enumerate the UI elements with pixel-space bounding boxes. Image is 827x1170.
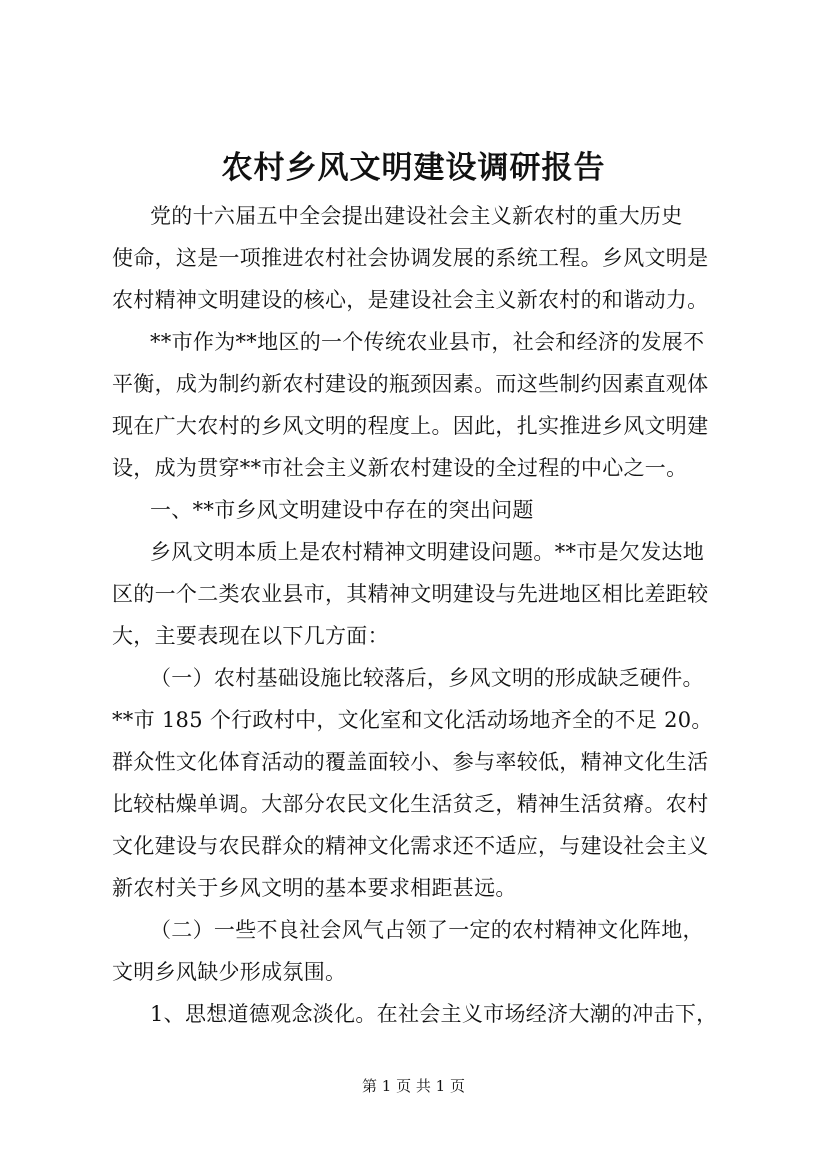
body-line: **市 185 个行政村中，文化室和文化活动场地齐全的不足 20。 [112, 708, 713, 732]
subsection-heading: （一）农村基础设施比较落后，乡风文明的形成缺乏硬件。 [150, 666, 704, 690]
body-line: 区的一个二类农业县市，其精神文明建设与先进地区相比差距较 [112, 582, 709, 606]
body-line: 文明乡风缺少形成氛围。 [112, 960, 347, 984]
subsection-heading: （二）一些不良社会风气占领了一定的农村精神文化阵地， [150, 918, 704, 942]
body-line: 乡风文明本质上是农村精神文明建设问题。**市是欠发达地 [150, 540, 705, 564]
body-line: 使命，这是一项推进农村社会协调发展的系统工程。乡风文明是 [112, 246, 709, 270]
body-line: 设，成为贯穿**市社会主义新农村建设的全过程的中心之一。 [112, 456, 688, 480]
document-title: 农村乡风文明建设调研报告 [221, 150, 606, 186]
body-line: 党的十六届五中全会提出建设社会主义新农村的重大历史 [150, 204, 683, 228]
body-line: 平衡，成为制约新农村建设的瓶颈因素。而这些制约因素直观体 [112, 372, 709, 396]
body-line: 群众性文化体育活动的覆盖面较小、参与率较低，精神文化生活 [112, 750, 709, 774]
body-line: 现在广大农村的乡风文明的程度上。因此，扎实推进乡风文明建 [112, 414, 709, 438]
body-line: 比较枯燥单调。大部分农民文化生活贫乏，精神生活贫瘠。农村 [112, 792, 709, 816]
body-line: 大，主要表现在以下几方面： [112, 624, 389, 648]
body-line: 1、思想道德观念淡化。在社会主义市场经济大潮的冲击下， [150, 1002, 718, 1026]
section-heading: 一、**市乡风文明建设中存在的突出问题 [150, 498, 534, 522]
page-number-footer: 第 1 页 共 1 页 [362, 1077, 465, 1095]
body-line: 文化建设与农民群众的精神文化需求还不适应，与建设社会主义 [112, 834, 709, 858]
body-line: 农村精神文明建设的核心，是建设社会主义新农村的和谐动力。 [112, 288, 709, 312]
body-line: 新农村关于乡风文明的基本要求相距甚远。 [112, 876, 517, 900]
body-line: **市作为**地区的一个传统农业县市，社会和经济的发展不 [150, 330, 705, 354]
